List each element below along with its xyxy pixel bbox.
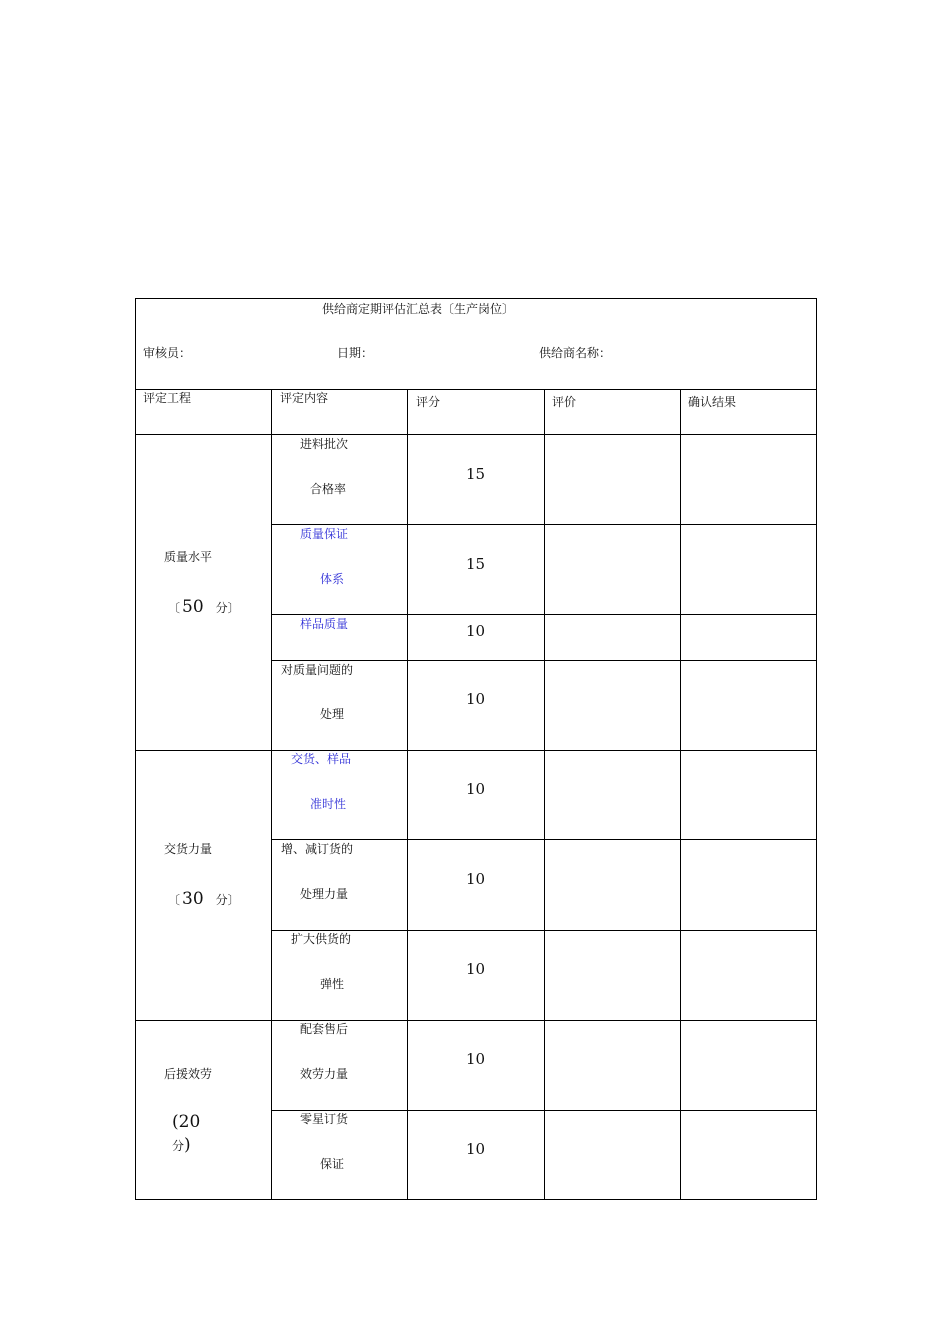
row-divider [136, 434, 816, 435]
row-divider [136, 389, 816, 390]
table-title: 供给商定期评估汇总表〔生产岗位〕 [322, 302, 515, 316]
header-content: 评定内容 [280, 391, 329, 405]
points-unit: 分 [172, 1139, 185, 1153]
row-divider [136, 1020, 816, 1021]
points-unit: 分〕 [215, 893, 240, 907]
group-points-unit [172, 1135, 191, 1156]
column-divider [271, 389, 272, 1199]
evaluation-summary-table [135, 298, 817, 1200]
score-value: 15 [466, 465, 486, 483]
header-item: 评定工程 [143, 391, 192, 405]
score-value: 10 [466, 622, 486, 640]
group-points [172, 1111, 200, 1134]
score-value: 10 [466, 1050, 486, 1068]
column-divider [407, 389, 408, 1199]
header-confirm: 确认结果 [688, 395, 737, 409]
group-points [168, 597, 240, 618]
points-close: ) [184, 1135, 191, 1155]
content-line: 增、减订货的 [281, 842, 354, 856]
date-label: 日期： [337, 346, 374, 360]
group-points [168, 889, 240, 910]
content-line: 进料批次 [300, 437, 349, 451]
column-divider [680, 389, 681, 1199]
header-score: 评分 [416, 395, 441, 409]
points-value: 30 [182, 889, 204, 909]
content-line: 处理力量 [300, 887, 349, 901]
score-value: 10 [466, 870, 486, 888]
score-value: 10 [466, 690, 486, 708]
content-line: 效劳力量 [300, 1067, 349, 1081]
points-value: 50 [182, 597, 204, 617]
content-line: 交货、样品 [291, 752, 352, 766]
content-line: 扩大供货的 [291, 932, 352, 946]
points-value: 20 [178, 1112, 201, 1132]
score-value: 10 [466, 960, 486, 978]
content-line: 配套售后 [300, 1022, 349, 1036]
supplier-label: 供给商名称： [539, 346, 612, 360]
points-unit: 分〕 [215, 601, 240, 615]
points-open: 〔 [168, 601, 181, 615]
content-line: 保证 [320, 1157, 345, 1171]
points-open: ( [172, 1112, 179, 1132]
header-evaluation: 评价 [552, 395, 577, 409]
content-line: 样品质量 [300, 617, 349, 631]
content-line: 准时性 [310, 797, 347, 811]
group-name: 质量水平 [164, 550, 213, 564]
content-line: 对质量问题的 [281, 663, 354, 677]
row-divider [136, 750, 816, 751]
group-name: 后援效劳 [164, 1067, 213, 1081]
content-line: 体系 [320, 572, 345, 586]
group-name: 交货力量 [164, 842, 213, 856]
content-line: 零星订货 [300, 1112, 349, 1126]
content-line: 处理 [320, 707, 345, 721]
content-line: 质量保证 [300, 527, 349, 541]
column-divider [544, 389, 545, 1199]
auditor-label: 审核员： [143, 346, 192, 360]
content-line: 弹性 [320, 977, 345, 991]
content-line: 合格率 [310, 482, 347, 496]
points-open: 〔 [168, 893, 181, 907]
score-value: 10 [466, 780, 486, 798]
score-value: 15 [466, 555, 486, 573]
score-value: 10 [466, 1140, 486, 1158]
